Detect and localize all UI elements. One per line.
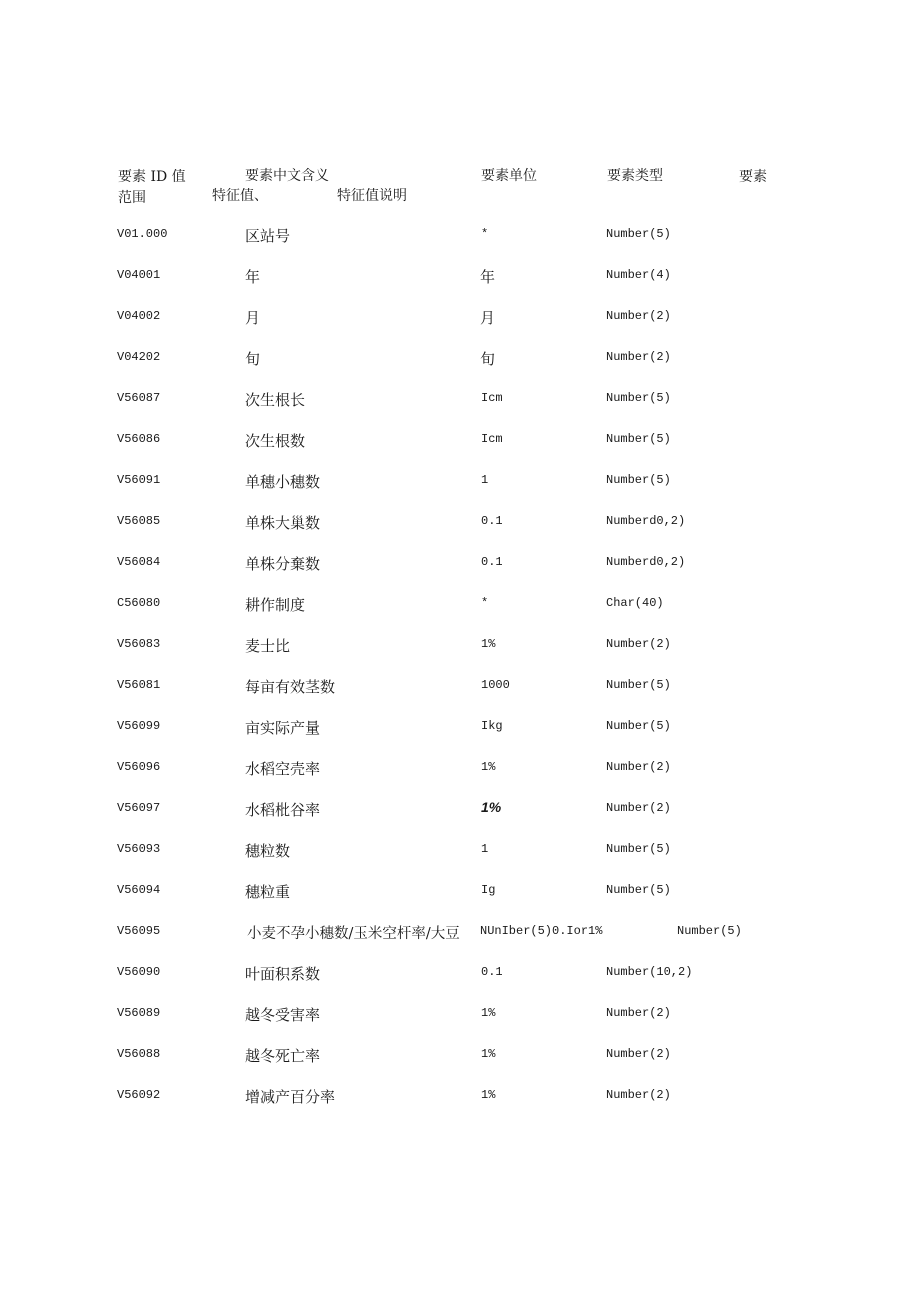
row-type: Number(5)	[606, 678, 671, 692]
row-type: Numberd0,2)	[606, 514, 686, 528]
row-type: Numberd0,2)	[606, 555, 686, 569]
header-element-id-range: 要素 ID 值	[118, 169, 186, 185]
row-id: V56099	[117, 719, 161, 733]
row-type: Number(5)	[606, 473, 671, 487]
row-id: V04001	[117, 268, 161, 282]
row-name: 亩实际产量	[245, 719, 321, 737]
row-name: 水稻空壳率	[245, 760, 321, 778]
row-name: 单穗小穗数	[245, 473, 321, 491]
row-unit: 0.1	[481, 555, 503, 569]
row-name: 越冬死亡率	[245, 1047, 321, 1065]
row-unit: 1	[481, 473, 489, 487]
row-type: Number(5)	[606, 432, 671, 446]
row-unit: Icm	[481, 432, 503, 446]
row-unit: 月	[480, 309, 496, 327]
row-id: V56091	[117, 473, 161, 487]
row-id: V56095	[117, 924, 161, 938]
row-id: V56088	[117, 1047, 161, 1061]
row-name: 叶面积系数	[245, 965, 321, 983]
row-type: Number(2)	[606, 350, 671, 364]
row-id: V56086	[117, 432, 161, 446]
row-name: 单株分棄数	[245, 555, 321, 573]
row-unit: Ig	[481, 883, 496, 897]
header-feature-value: 特征值、	[212, 188, 268, 204]
row-id: V56087	[117, 391, 161, 405]
header-range: 范围	[118, 190, 146, 206]
row-type: Number(5)	[606, 719, 671, 733]
row-type: Number(5)	[677, 924, 742, 938]
row-unit: *	[481, 596, 489, 610]
row-id: V56092	[117, 1088, 161, 1102]
row-id: C56080	[117, 596, 161, 610]
header-feature-description: 特征值说明	[337, 188, 407, 204]
row-name: 越冬受害率	[245, 1006, 321, 1024]
row-unit: 0.1	[481, 514, 503, 528]
header-type: 要素类型	[607, 168, 663, 184]
row-id: V56096	[117, 760, 161, 774]
row-type: Number(2)	[606, 1088, 671, 1102]
row-type: Number(4)	[606, 268, 671, 282]
row-type: Number(5)	[606, 883, 671, 897]
row-type: Number(5)	[606, 391, 671, 405]
row-name: 麦士比	[245, 637, 291, 655]
row-unit: Ikg	[481, 719, 503, 733]
row-unit: 1%	[481, 1088, 496, 1102]
row-unit: *	[481, 227, 489, 241]
row-name: 小麦不孕小穗数/玉米空杆率/大豆	[247, 926, 460, 942]
row-unit: 1000	[481, 678, 510, 692]
row-name: 增减产百分率	[245, 1088, 336, 1106]
row-type: Char(40)	[606, 596, 664, 610]
row-type: Number(2)	[606, 309, 671, 323]
row-name: 年	[245, 268, 261, 286]
row-unit: NUnIber(5)0.Ior1%	[480, 924, 603, 938]
row-name: 穗粒数	[245, 842, 291, 860]
row-id: V04002	[117, 309, 161, 323]
row-name: 次生根长	[245, 391, 306, 409]
row-unit: 1%	[481, 760, 496, 774]
row-name: 旬	[245, 350, 261, 368]
row-type: Number(2)	[606, 760, 671, 774]
row-name: 月	[245, 309, 261, 327]
row-type: Number(2)	[606, 637, 671, 651]
row-id: V04202	[117, 350, 161, 364]
row-id: V56083	[117, 637, 161, 651]
row-name: 水稻枇谷率	[245, 801, 321, 819]
header-chinese-meaning: 要素中文含义	[245, 168, 329, 184]
row-name: 单株大巢数	[245, 514, 321, 532]
row-name: 每亩有效茎数	[245, 678, 336, 696]
row-id: V56090	[117, 965, 161, 979]
row-unit: 1%	[481, 1006, 496, 1020]
row-type: Number(2)	[606, 1006, 671, 1020]
row-id: V56081	[117, 678, 161, 692]
header-unit: 要素单位	[481, 168, 537, 184]
row-id: V56085	[117, 514, 161, 528]
row-unit: 1%	[481, 637, 496, 651]
row-type: Number(2)	[606, 1047, 671, 1061]
row-id: V56093	[117, 842, 161, 856]
row-id: V56084	[117, 555, 161, 569]
row-name: 穗粒重	[245, 883, 291, 901]
row-type: Number(5)	[606, 227, 671, 241]
row-id: V56089	[117, 1006, 161, 1020]
row-name: 次生根数	[245, 432, 306, 450]
row-id: V56097	[117, 801, 161, 815]
row-name: 耕作制度	[245, 596, 306, 614]
row-unit: 1	[481, 842, 489, 856]
row-id: V56094	[117, 883, 161, 897]
row-unit: 1%	[481, 1047, 496, 1061]
row-id: V01.000	[117, 227, 168, 241]
row-unit: 0.1	[481, 965, 503, 979]
row-unit: 年	[480, 268, 496, 286]
row-type: Number(5)	[606, 842, 671, 856]
row-unit: 旬	[480, 350, 496, 368]
row-unit: Icm	[481, 391, 503, 405]
header-element: 要素	[739, 169, 767, 185]
row-unit: 1%	[481, 799, 502, 815]
row-type: Number(10,2)	[606, 965, 693, 979]
row-name: 区站号	[245, 227, 291, 245]
row-type: Number(2)	[606, 801, 671, 815]
